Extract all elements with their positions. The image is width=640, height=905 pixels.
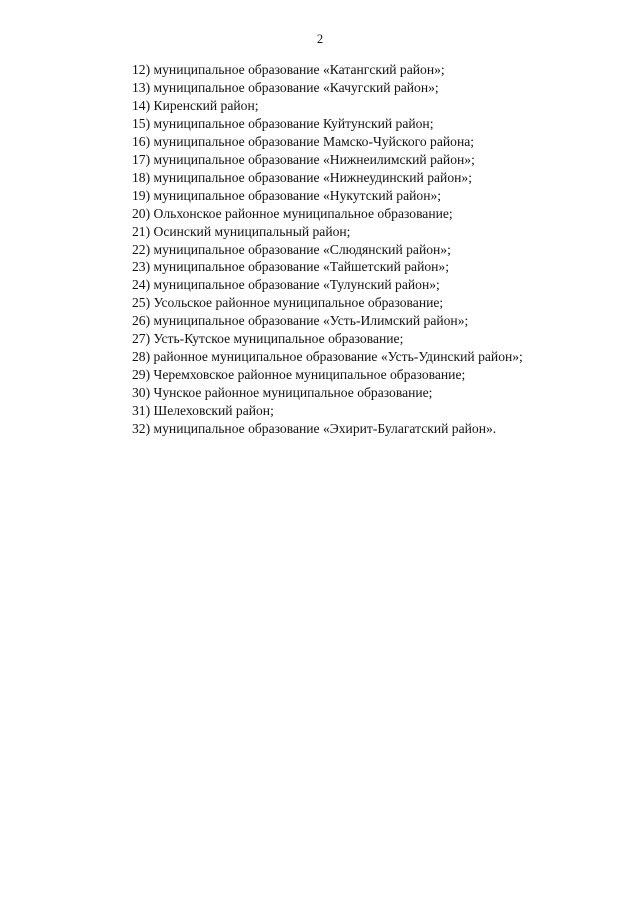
list-item: 20) Ольхонское районное муниципальное образование; — [132, 205, 453, 221]
list-item: 27) Усть-Кутское муниципальное образование; — [132, 331, 404, 347]
municipality-list — [132, 61, 612, 438]
list-item: 18) муниципальное образование «Нижнеудинский район»; — [132, 169, 472, 185]
list-item: 14) Киренский район; — [132, 97, 259, 113]
list-item: 17) муниципальное образование «Нижнеилимский район»; — [132, 151, 475, 167]
list-item: 16) муниципальное образование Мамско-Чуйского района; — [132, 133, 475, 149]
list-item: 22) муниципальное образование «Слюдянский район»; — [132, 241, 451, 257]
list-item: 26) муниципальное образование «Усть-Илимский район»; — [132, 313, 469, 329]
list-item: 30) Чунское районное муниципальное образование; — [132, 385, 433, 401]
list-item: 15) муниципальное образование Куйтунский район; — [132, 115, 434, 131]
list-item: 29) Черемховское районное муниципальное образование; — [132, 367, 466, 383]
page-number: 2 — [316, 32, 324, 46]
list-item: 21) Осинский муниципальный район; — [132, 223, 351, 239]
list-item: 12) муниципальное образование «Катангский район»; — [132, 62, 445, 77]
list-item: 32) муниципальное образование «Эхирит-Булагатский район». — [132, 421, 497, 437]
list-item: 13) муниципальное образование «Качугский район»; — [132, 79, 439, 95]
list-item: 28) районное муниципальное образование «Усть-Удинский район»; — [132, 349, 523, 365]
list-item: 23) муниципальное образование «Тайшетский район»; — [132, 259, 449, 275]
list-item: 19) муниципальное образование «Нукутский район»; — [132, 187, 442, 203]
list-item: 25) Усольское районное муниципальное образование; — [132, 295, 444, 311]
list-item: 24) муниципальное образование «Тулунский район»; — [132, 277, 440, 293]
list-item: 31) Шелеховский район; — [132, 403, 274, 419]
